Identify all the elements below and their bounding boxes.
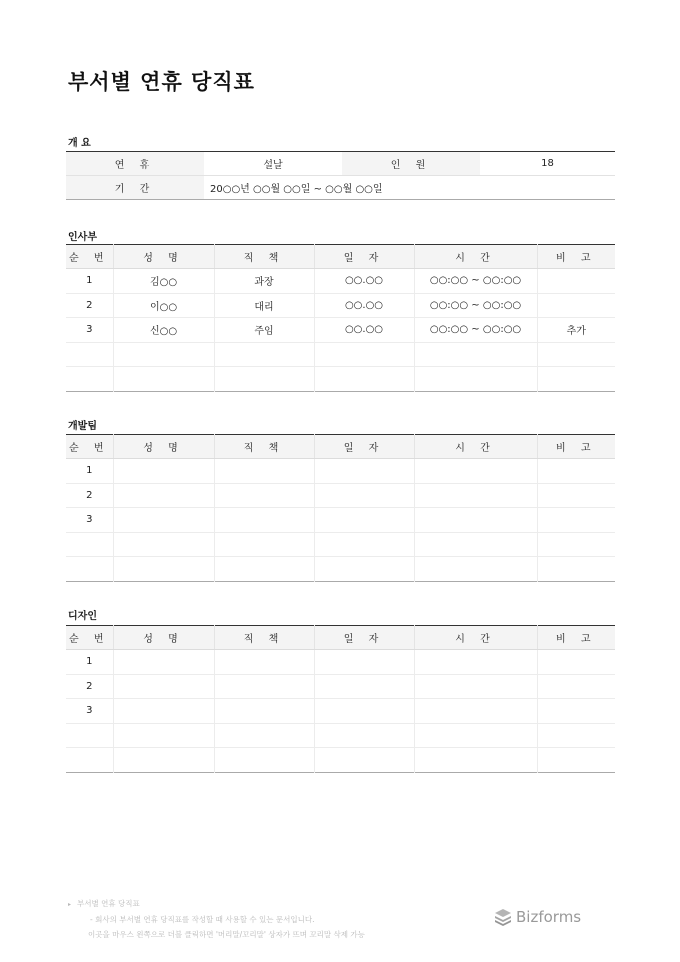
table-cell[interactable] bbox=[113, 650, 214, 675]
table-cell[interactable]: 신○○ bbox=[113, 318, 214, 343]
column-header: 직 책 bbox=[214, 245, 314, 269]
table-cell[interactable] bbox=[113, 699, 214, 724]
table-cell[interactable]: ○○:○○ ~ ○○:○○ bbox=[414, 293, 537, 318]
column-header: 비 고 bbox=[537, 626, 615, 650]
column-header: 순 번 bbox=[66, 435, 113, 459]
period-label: 기 간 bbox=[66, 176, 204, 200]
table-header-row bbox=[66, 435, 615, 459]
table-cell[interactable] bbox=[537, 650, 615, 675]
table-cell[interactable] bbox=[66, 342, 113, 367]
table-cell[interactable]: 3 bbox=[66, 318, 113, 343]
table-cell[interactable] bbox=[314, 532, 414, 557]
table-cell[interactable]: 1 bbox=[66, 650, 113, 675]
bizforms-logo-icon bbox=[494, 908, 512, 926]
table-row bbox=[66, 508, 615, 533]
table-cell[interactable] bbox=[214, 532, 314, 557]
table-cell[interactable] bbox=[214, 723, 314, 748]
table-cell[interactable] bbox=[66, 532, 113, 557]
table-cell[interactable] bbox=[414, 650, 537, 675]
table-cell[interactable] bbox=[314, 723, 414, 748]
table-cell[interactable]: 이○○ bbox=[113, 293, 214, 318]
table-cell[interactable]: 3 bbox=[66, 699, 113, 724]
table-row bbox=[66, 293, 615, 318]
table-cell[interactable] bbox=[113, 483, 214, 508]
summary-table bbox=[66, 151, 615, 200]
table-cell[interactable]: 2 bbox=[66, 483, 113, 508]
table-cell[interactable] bbox=[314, 342, 414, 367]
table-cell[interactable]: 3 bbox=[66, 508, 113, 533]
table-cell[interactable] bbox=[314, 674, 414, 699]
table-cell[interactable] bbox=[537, 367, 615, 392]
summary-row-period bbox=[66, 176, 615, 200]
table-cell[interactable] bbox=[537, 557, 615, 582]
table-row bbox=[66, 367, 615, 392]
table-cell[interactable] bbox=[113, 508, 214, 533]
table-cell[interactable] bbox=[537, 674, 615, 699]
table-row bbox=[66, 532, 615, 557]
column-header: 비 고 bbox=[537, 245, 615, 269]
table-cell[interactable]: 1 bbox=[66, 459, 113, 484]
table-cell[interactable]: ○○.○○ bbox=[314, 269, 414, 294]
department-label-dev: 개발팀 bbox=[68, 421, 97, 432]
table-cell[interactable] bbox=[537, 293, 615, 318]
table-cell[interactable]: ○○:○○ ~ ○○:○○ bbox=[414, 318, 537, 343]
column-header: 직 책 bbox=[214, 626, 314, 650]
table-cell[interactable]: 과장 bbox=[214, 269, 314, 294]
table-cell[interactable] bbox=[414, 723, 537, 748]
table-cell[interactable] bbox=[314, 483, 414, 508]
table-cell[interactable] bbox=[314, 699, 414, 724]
table-cell[interactable] bbox=[414, 699, 537, 724]
table-cell[interactable] bbox=[314, 650, 414, 675]
summary-label: 개 요 bbox=[68, 138, 91, 149]
table-cell[interactable] bbox=[113, 557, 214, 582]
table-cell[interactable]: 2 bbox=[66, 674, 113, 699]
duty-table-dev bbox=[66, 434, 615, 582]
column-header: 성 명 bbox=[113, 245, 214, 269]
table-cell[interactable] bbox=[314, 367, 414, 392]
table-cell[interactable] bbox=[113, 674, 214, 699]
brand-logo bbox=[494, 908, 581, 926]
table-cell[interactable] bbox=[214, 557, 314, 582]
brand-name: Bizforms bbox=[516, 908, 582, 926]
table-row bbox=[66, 723, 615, 748]
table-cell[interactable] bbox=[537, 269, 615, 294]
table-cell[interactable] bbox=[414, 532, 537, 557]
table-cell[interactable] bbox=[414, 557, 537, 582]
table-row bbox=[66, 650, 615, 675]
period-value[interactable]: 20○○년 ○○월 ○○일 ~ ○○월 ○○일 bbox=[210, 184, 383, 195]
column-header: 일 자 bbox=[314, 435, 414, 459]
column-header: 성 명 bbox=[113, 435, 214, 459]
holiday-label: 연 휴 bbox=[66, 152, 204, 176]
table-cell[interactable] bbox=[537, 748, 615, 773]
table-cell[interactable] bbox=[214, 508, 314, 533]
table-cell[interactable] bbox=[66, 723, 113, 748]
table-cell[interactable] bbox=[113, 367, 214, 392]
table-cell[interactable] bbox=[537, 483, 615, 508]
table-cell[interactable]: 1 bbox=[66, 269, 113, 294]
table-cell[interactable] bbox=[113, 748, 214, 773]
footer-line-1: ▸ 부서별 연휴 당직표 bbox=[68, 896, 365, 912]
holiday-value[interactable]: 설날 bbox=[204, 152, 342, 176]
table-cell[interactable] bbox=[214, 342, 314, 367]
table-cell[interactable]: 김○○ bbox=[113, 269, 214, 294]
column-header: 비 고 bbox=[537, 435, 615, 459]
table-cell[interactable] bbox=[66, 748, 113, 773]
table-row bbox=[66, 748, 615, 773]
table-cell[interactable] bbox=[66, 367, 113, 392]
table-row bbox=[66, 483, 615, 508]
triangle-bullet-icon: ▸ bbox=[68, 901, 72, 908]
table-cell[interactable]: ○○.○○ bbox=[314, 318, 414, 343]
table-cell[interactable]: ○○:○○ ~ ○○:○○ bbox=[414, 269, 537, 294]
document-title: 부서별 연휴 당직표 bbox=[68, 70, 255, 94]
table-cell[interactable]: 추가 bbox=[537, 318, 615, 343]
column-header: 직 책 bbox=[214, 435, 314, 459]
table-cell[interactable] bbox=[314, 459, 414, 484]
table-cell[interactable]: 대리 bbox=[214, 293, 314, 318]
table-row bbox=[66, 674, 615, 699]
table-cell[interactable] bbox=[214, 367, 314, 392]
table-cell[interactable] bbox=[414, 367, 537, 392]
footer-line-2: - 회사의 부서별 연휴 당직표를 작성할 때 사용할 수 있는 문서입니다. bbox=[90, 915, 315, 924]
table-row bbox=[66, 459, 615, 484]
table-cell[interactable] bbox=[414, 674, 537, 699]
table-cell[interactable] bbox=[537, 459, 615, 484]
people-label: 인 원 bbox=[342, 152, 480, 176]
footer-line-3: 이곳을 마우스 왼쪽으로 더블 클릭하면 '머리말/꼬리말' 상자가 뜨며 꼬리말 삭제 가능 bbox=[88, 930, 365, 939]
table-cell[interactable] bbox=[537, 508, 615, 533]
department-label-hr: 인사부 bbox=[68, 232, 97, 243]
table-cell[interactable] bbox=[214, 699, 314, 724]
table-cell[interactable] bbox=[314, 508, 414, 533]
table-row bbox=[66, 699, 615, 724]
table-cell[interactable] bbox=[214, 459, 314, 484]
duty-table-hr bbox=[66, 244, 615, 392]
summary-row-holiday bbox=[66, 152, 615, 176]
table-cell[interactable] bbox=[214, 674, 314, 699]
table-cell[interactable] bbox=[214, 650, 314, 675]
column-header: 시 간 bbox=[414, 626, 537, 650]
table-cell[interactable] bbox=[537, 723, 615, 748]
column-header: 시 간 bbox=[414, 435, 537, 459]
table-row bbox=[66, 269, 615, 294]
table-cell[interactable] bbox=[214, 748, 314, 773]
department-label-design: 디자인 bbox=[68, 611, 97, 622]
table-cell[interactable] bbox=[537, 532, 615, 557]
table-cell[interactable] bbox=[113, 532, 214, 557]
table-cell[interactable] bbox=[537, 699, 615, 724]
table-row bbox=[66, 318, 615, 343]
table-cell[interactable]: ○○.○○ bbox=[314, 293, 414, 318]
people-value[interactable]: 18 bbox=[480, 152, 615, 176]
column-header: 일 자 bbox=[314, 245, 414, 269]
table-header-row bbox=[66, 626, 615, 650]
table-cell[interactable]: 주임 bbox=[214, 318, 314, 343]
table-cell[interactable]: 2 bbox=[66, 293, 113, 318]
table-cell[interactable] bbox=[113, 342, 214, 367]
table-header-row bbox=[66, 245, 615, 269]
table-cell[interactable] bbox=[66, 557, 113, 582]
table-row bbox=[66, 342, 615, 367]
table-cell[interactable] bbox=[414, 459, 537, 484]
table-cell[interactable] bbox=[414, 483, 537, 508]
column-header: 순 번 bbox=[66, 626, 113, 650]
table-cell[interactable] bbox=[314, 557, 414, 582]
table-cell[interactable] bbox=[414, 508, 537, 533]
table-row bbox=[66, 557, 615, 582]
table-cell[interactable] bbox=[113, 723, 214, 748]
table-cell[interactable] bbox=[214, 483, 314, 508]
footer[interactable] bbox=[68, 896, 365, 942]
table-cell[interactable] bbox=[414, 342, 537, 367]
column-header: 일 자 bbox=[314, 626, 414, 650]
table-cell[interactable] bbox=[414, 748, 537, 773]
duty-table-design bbox=[66, 625, 615, 773]
table-cell[interactable] bbox=[314, 748, 414, 773]
column-header: 성 명 bbox=[113, 626, 214, 650]
table-cell[interactable] bbox=[537, 342, 615, 367]
table-cell[interactable] bbox=[113, 459, 214, 484]
column-header: 시 간 bbox=[414, 245, 537, 269]
column-header: 순 번 bbox=[66, 245, 113, 269]
